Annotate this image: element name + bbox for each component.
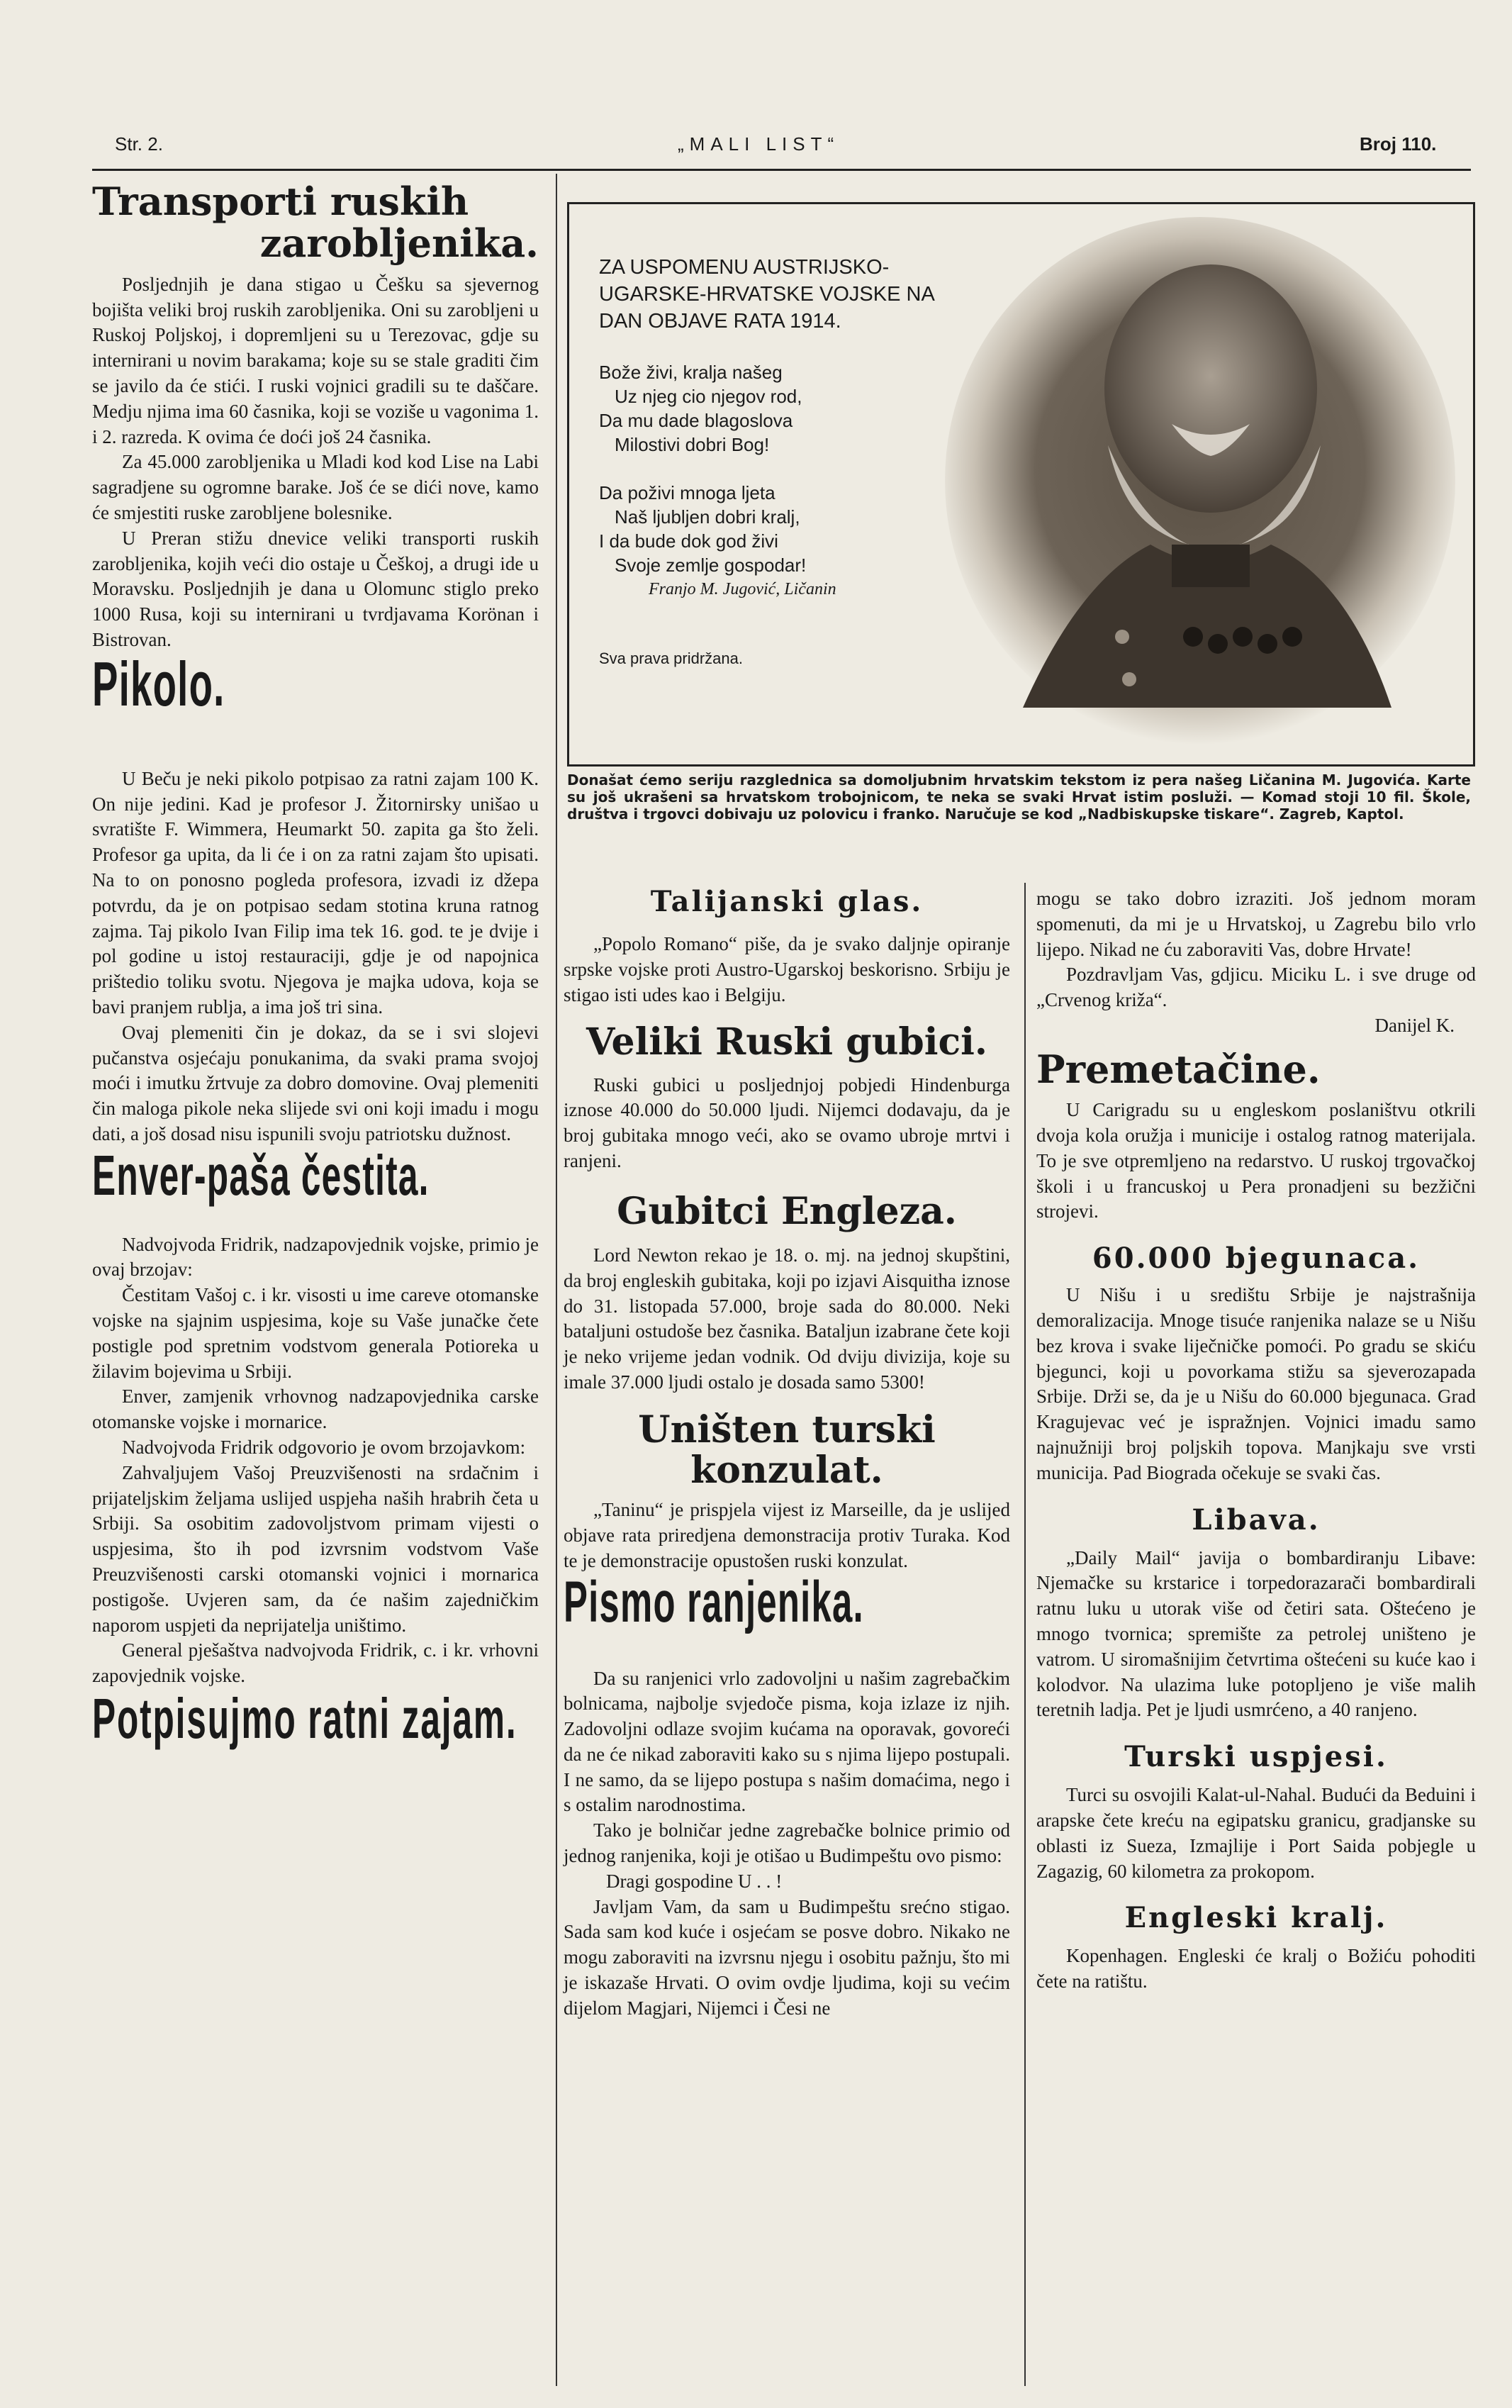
talijanski-paragraph: „Popolo Romano“ piše, da je svako daljnje opiranje srpske vojske proti Austro-Ugarskoj beskorisno. Srbiju je stigao isti udes kao i Belgiju.	[564, 933, 1010, 1005]
letter-signature: Danijel K.	[1374, 1014, 1455, 1036]
newspaper-name: „MALI LIST“	[678, 133, 840, 155]
postcard-heading: ZA USPOMENU AUSTRIJSKO-UGARSKE-HRVATSKE VOJSKE NA DAN OBJAVE RATA 1914.	[599, 256, 934, 333]
potpisujmo-title: Potpisujmo ratni zajam.	[92, 1687, 517, 1751]
enver-paragraph: Nadvojvoda Fridrik, nadzapovjednik vojske, primio je ovaj brzojav:	[92, 1233, 539, 1281]
issue-number: Broj 110.	[1360, 133, 1437, 155]
verse-line: Naš ljubljen dobri kralj,	[615, 506, 800, 528]
pismo-paragraph: Dragi gospodine U . . !	[606, 1870, 783, 1892]
premetacine-paragraph: U Carigradu su u engleskom poslanіštvu otkrili dvoja kola oružja i municije i ostalog ratnog materijala. To je sve otpremljeno na redarstvo. U ruskoj trgovačkoj školi i u francuskoj u Pera pronadjeni su bezžični strojevi.	[1036, 1099, 1476, 1222]
verse-line: Da mu dade blagoslova	[599, 410, 793, 431]
engleski-paragraph: Kopenhagen. Engleski će kralj o Božiću pohoditi čete na ratištu.	[1036, 1945, 1476, 1992]
emperor-portrait	[938, 211, 1462, 750]
postcard-caption: Donašat ćemo seriju razglednica sa domoljubnim hrvatskim tekstom iz pera našeg Ličanina M. Jugovića. Karte su još ukrašeni sa hrvatskom trobojnicom, te neka se svaki Hrvat istim posluži. — Komad stoji 10 fil. Škole, društva i trgovci dobivaju uz polovicu i franko. Naručuje se kod „Nadbiskupske tiskare“. Zagreb, Kaptol.	[567, 771, 1471, 823]
letter-paragraph: mogu se tako dobro izraziti. Još jednom moram spomenuti, da mi je u Hrvatskoj, u Zagrebu bilo vrlo lijepo. Nikad ne ću zaboraviti Vas, dobre Hrvate!	[1036, 888, 1476, 960]
transport-title-line1: Transporti ruskih	[92, 179, 469, 224]
enver-paragraph: Nadvojvoda Fridrik odgovorio je ovom brzojavkom:	[122, 1437, 526, 1459]
rights-notice: Sva prava pridržana.	[599, 650, 743, 667]
verse-line: Milostivi dobri Bog!	[615, 434, 770, 455]
engleski-title: Engleski kralj.	[1124, 1901, 1388, 1935]
verse-line: I da bude dok god živi	[599, 530, 778, 552]
gubitci-title: Gubitci Engleza.	[617, 1189, 957, 1233]
page-number: Str. 2.	[115, 133, 163, 155]
transport-paragraph: Posljednjih je dana stigao u Češku sa sjevernog bojišta veliki broj ruskih zarobljenika. Oni su zarobljeni u Ruskoj Poljskoj, i dopremljeni su u Terezovac, gdje su internirani u novim barakama; koje su se stale graditi čim se javilo da će stići. I ruski vojnici gradili su te daščare. Medju njima ima 60 časnika, koji se voziše u vagonima 1. i 2. razreda. K ovima će doći još 24 časnika.	[92, 273, 539, 447]
poem-author: Franjo M. Jugović, Ličanin	[649, 580, 836, 598]
libava-title: Libava.	[1192, 1503, 1321, 1537]
pikolo-paragraph: Ovaj plemeniti čin je dokaz, da se i svi slojevi pučanstva osjećaju ponukanima, da svaki prama svojoj moći i imutku žrtvuje za dobro domovine. Ovaj plemeniti čin maloga pikole nekа slijede svi oni koji imadu i mogu dati, a još dosad nisu ispunili svoju patriotsku dužnost.	[92, 1021, 539, 1144]
begunaca-paragraph: U Nišu i u središtu Srbije je najstrašnija demoralizacija. Mnoge tisuće ranjenika nalaze se u Nišu bez krova i svake liječničke pomoći. Po gradu se skiću bjegunci, koji u povorkama stižu sa sjeverozapada Srbije. Drži se, da je u Nišu do 60.000 bjegunaca. Grad Kragujevac već je ispražnjen. Vojnici imadu samo najnužniji broj poljskih topova. Manjkaju sve vrsti municija. Pad Biograda očekuje se svaki čas.	[1036, 1284, 1476, 1483]
letter-paragraph: Pozdravljam Vas, gdjicu. Miciku L. i sve druge od „Crvenog križa“.	[1036, 964, 1476, 1011]
right-column	[1036, 886, 1476, 1995]
middle-column	[564, 886, 1010, 2022]
enver-paragraph: Čestitam Vašoj c. i kr. visosti u ime careve otomanske vojske na sjajnim uspjesima, koje su Vaše junačke čete postigle pod spretnim vodstvom generala Potioreka u žilavim bojevima u Srbiji.	[92, 1284, 539, 1382]
verse-line: Bože živi, kralja našeg	[599, 362, 783, 383]
enver-paragraph: Enver, zamjenik vrhovnog nadzapovjednika carske otomanske vojske i mornarice.	[92, 1386, 539, 1433]
unisten-paragraph: „Taninu“ je prispjela vijest iz Marseille, da je uslijed objave rata priredjena demonstracija protiv Turaka. Kod te je demonstracije opustošen ruski konzulat.	[564, 1499, 1010, 1571]
pismo-title: Pismo ranjenika.	[564, 1569, 864, 1634]
left-column	[92, 181, 539, 1776]
transport-paragraph: Za 45.000 zarobljenika u Mladi kod kod Lise na Labi sagradjene su ogromne barake. Još će se dići nove, kamo će smjestiti ruske zarobljene bolesnike.	[92, 451, 539, 523]
column-divider-left	[556, 174, 557, 2386]
pikolo-paragraph: U Beču je neki pikolo potpisao za ratni zajam 100 K. On nije jedini. Kad je profesor J. Žitornirsky unišao u svratište F. Wimmera, Heumarkt 50. zapita ga što želi. Profesor ga upita, da li će i on za ratni zajam što upisati. Na to on ponosno pogleda profesora, izvadi iz džepa potvrdu, da je on potpisao sedam stotina kruna ratnog zajma. Taj pikolo Ivan Filip ima tek 16. god. te je dvije i pol godine u istoj restauraciji, gdje je od napojnica prištedio toliku svotu. Njegova je majka udova, koja se bavi pranjem rublja, a ima još tri sina.	[92, 767, 539, 1018]
verse-line: Svoje zemlje gospodar!	[615, 554, 807, 576]
header-rule	[92, 169, 1471, 171]
unisten-title: Uništen turski konzulat.	[638, 1408, 936, 1492]
postcard-text	[599, 254, 982, 671]
gubitci-paragraph: Lord Newton rekao je 18. o. mj. na jednoj skupštini, da broj engleskih gubitaka, koji po izjavi Aisquitha iznose do 31. listopada 57.000, broje sada do 80.000. Neki bataljuni ostudoše bez časnika. Bataljun izabrane čete koji je neko vrijeme jedan vodnik. Od dviju divizija, koje su imale 37.000 ljudi ostalo je dosada samo 5300!	[564, 1244, 1010, 1393]
enver-title: Enver-paša čestita.	[92, 1143, 430, 1207]
veliki-title: Veliki Ruski gubici.	[586, 1020, 988, 1064]
veliki-paragraph: Ruski gubici u posljednjoj pobjedi Hindenburga iznose 40.000 do 50.000 ljudi. Nijemci dodavaju, da je broj gubitaka mnogo veći, ako se ovamo ubroje mrtvi i ranjeni.	[564, 1074, 1010, 1171]
turski-paragraph: Turci su osvojili Kalat-ul-Nahal. Budući da Beduini i arapske čete kreću na egipatsku granicu, gradjanske su oblasti iz Sueza, Izmajlije i Port Saida pobjegle u Zagazig, 60 kilometra za prokopom.	[1036, 1784, 1476, 1882]
turski-title: Turski uspjesi.	[1124, 1740, 1388, 1774]
verse-line: Da poživi mnoga ljeta	[599, 482, 775, 503]
pismo-paragraph: Javljam Vam, da sam u Budimpeštu srećno stigao. Sada sam kod kuće i osjećam se posve dobro. Nikako ne mogu zaboraviti na izvrsnu njegu i osobitu pažnju, što mi je iskazaše Hrvati. O ovim ovdje ljudima, koji su većim dijelom Magjari, Nijemci i Česi ne	[564, 1895, 1010, 2019]
pismo-paragraph: Da su ranjenici vrlo zadovoljni u našim zagrebačkim bolnicama, najbolje svjedoče pisma, koja izlaze iz njih. Zadovoljni odlaze svojim kućama na oporavak, govoreći da ne će nikad zaboraviti kako su s njima lijepo postupali. I ne samo, da se lijepo postupa s našim domaćima, nego i s ostalim narodnostima.	[564, 1667, 1010, 1816]
pikolo-title: Pikolo.	[92, 648, 225, 719]
talijanski-title: Talijanski glas.	[650, 885, 924, 918]
premetacine-title: Premetačine.	[1036, 1046, 1321, 1092]
enver-paragraph: General pješaštva nadvojvoda Fridrik, c. i kr. vrhovni zapovjednik vojske.	[92, 1639, 539, 1687]
pismo-paragraph: Tako je bolničar jedne zagrebačke bolnice primio od jednog ranjenika, koji je otišao u Budimpeštu ovo pismo:	[564, 1819, 1010, 1867]
libava-paragraph: „Daily Mail“ javija o bombardiranju Libave: Njemačke su krstarice i torpedorazarači bombardirali ratnu luku u utorak više od četiri sata. Oštećeno je mnogo tvornica; spremište za petrolej uništeno je vatrom. U siromašnijim četvrtima oštećeni su kuće kao i kolodvor. Na ulazima luke potopljeno je više malih teretnih ladja. Pet je ljudi usmrćeno, a 40 ranjeno.	[1036, 1546, 1476, 1721]
transport-paragraph: U Preran stižu dnevice veliki transporti ruskih zarobljenika, kojih veći dio ostaje u Češkoj, a drugi ide u Moravsku. Posljednjih je dana u Olomunc stiglo preko 1000 Rusa, koji su internirani u tvrdjavama Korönan i Bistrovan.	[92, 527, 539, 650]
transport-title-line2: zarobljenika.	[259, 221, 539, 267]
column-divider-right	[1024, 883, 1026, 2386]
begunaca-title: 60.000 bjegunaca.	[1092, 1242, 1421, 1276]
verse-line: Uz njeg cio njegov rod,	[615, 386, 802, 407]
postcard-box	[567, 202, 1475, 767]
enver-paragraph: Zahvaljujem Vašoj Preuzvišenosti na srdačnim i prijateljskim željama uslijed uspjeha naših hrabrih četa u Srbiji. Sa osobitim zadovoljstvom primam vijesti o uspjesima, što ih pod izvrsnim vodstvom Vaše Preuzvišenosti carski otomanski vojnici i mornarica postigoše. Uvjeren sam, da će našim zajedničkim naporom uspjeti da neprijatelja uništimo.	[92, 1461, 539, 1636]
